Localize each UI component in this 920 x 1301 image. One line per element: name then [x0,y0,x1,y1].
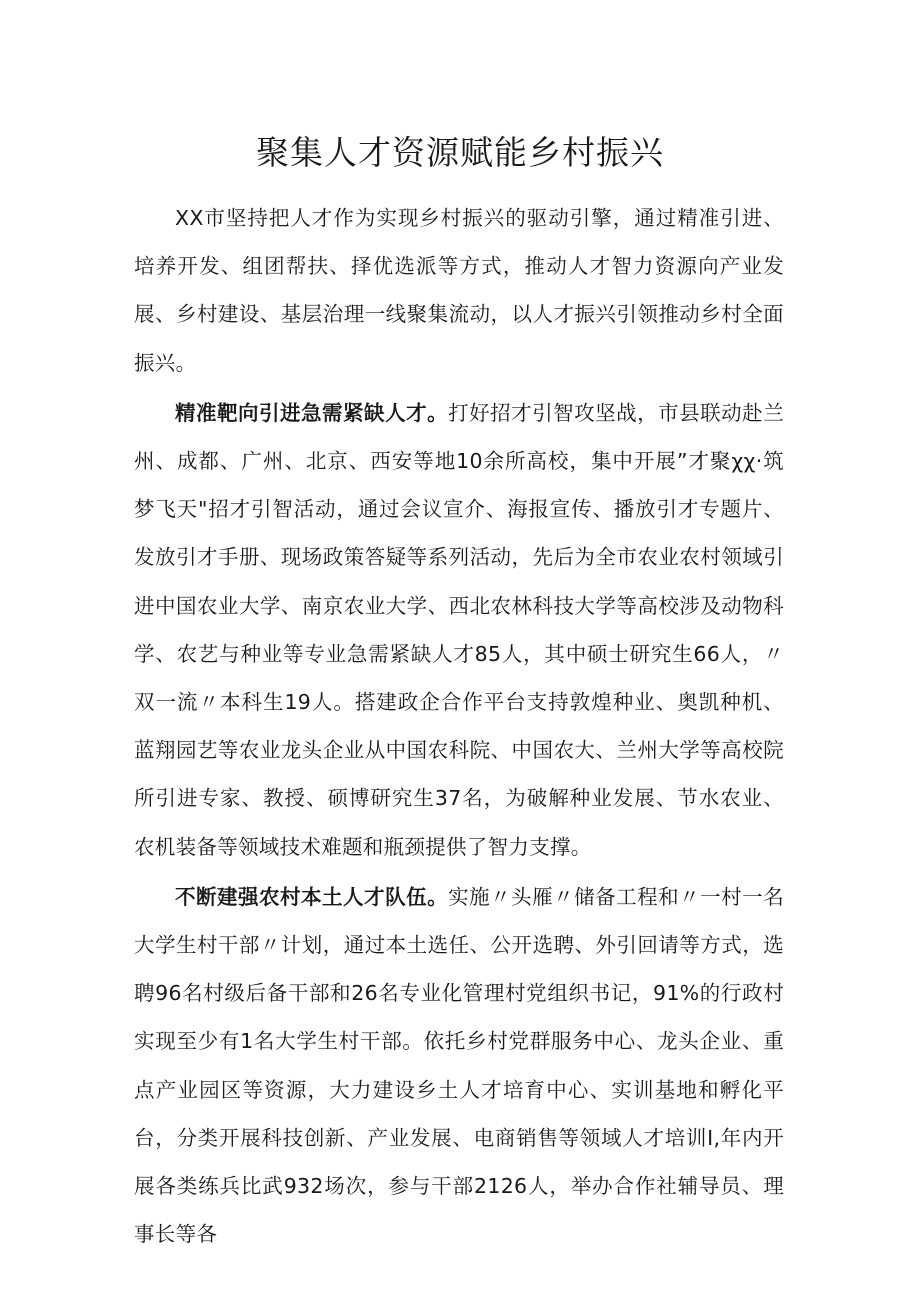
section-lead-heading: 精准靶向引进急需紧缺人才。 [175,400,449,425]
section-paragraph-local-talent [134,873,784,1259]
section-paragraph-talent-recruitment [134,389,784,871]
document-body [134,194,784,1260]
section-body-text: 打好招才引智攻坚战，市县联动赴兰州、成都、广州、北京、西安等地10余所高校，集中开展”才聚χχ·筑梦飞天"招才引智活动，通过会议宣介、海报宣传、播放引才专题片、发放引才手册、现场政策答疑等系列活动，先后为全市农业农村领域引进中国农业大学、南京农业大学、西北农林科技大学等高校涉及动物科学、农艺与种业等专业急需紧缺人才85人，其中硕士研究生66人，〃双一流〃本科生19人。搭建政企合作平台支持敦煌种业、奥凯种机、蓝翔园艺等农业龙头企业从中国农科院、中国农大、兰州大学等高校院所引进专家、教授、硕博研究生37名，为破解种业发展、节水农业、农机装备等领域技术难题和瓶颈提供了智力支撑。 [134,400,784,859]
intro-paragraph: XX市坚持把人才作为实现乡村振兴的驱动引擎，通过精准引进、培养开发、组团帮扶、择优选派等方式，推动人才智力资源向产业发展、乡村建设、基层治理一线聚集流动，以人才振兴引领推动乡村全面振兴。 [134,206,784,375]
section-lead-heading: 不断建强农村本土人才队伍。 [175,884,449,909]
section-body-text: 实施〃头雁〃储备工程和〃一村一名大学生村干部〃计划，通过本土选任、公开选聘、外引回请等方式，选聘96名村级后备干部和26名专业化管理村党组织书记，91%的行政村实现至少有1名大学生村干部。依托乡村党群服务中心、龙头企业、重点产业园区等资源，大力建设乡土人才培育中心、实训基地和孵化平台，分类开展科技创新、产业发展、电商销售等领域人才培训I,年内开展各类练兵比武932场次，参与干部2126人，举办合作社辅导员、理事长等各 [134,884,784,1247]
document-title: 聚集人才资源赋能乡村振兴 [256,133,664,172]
